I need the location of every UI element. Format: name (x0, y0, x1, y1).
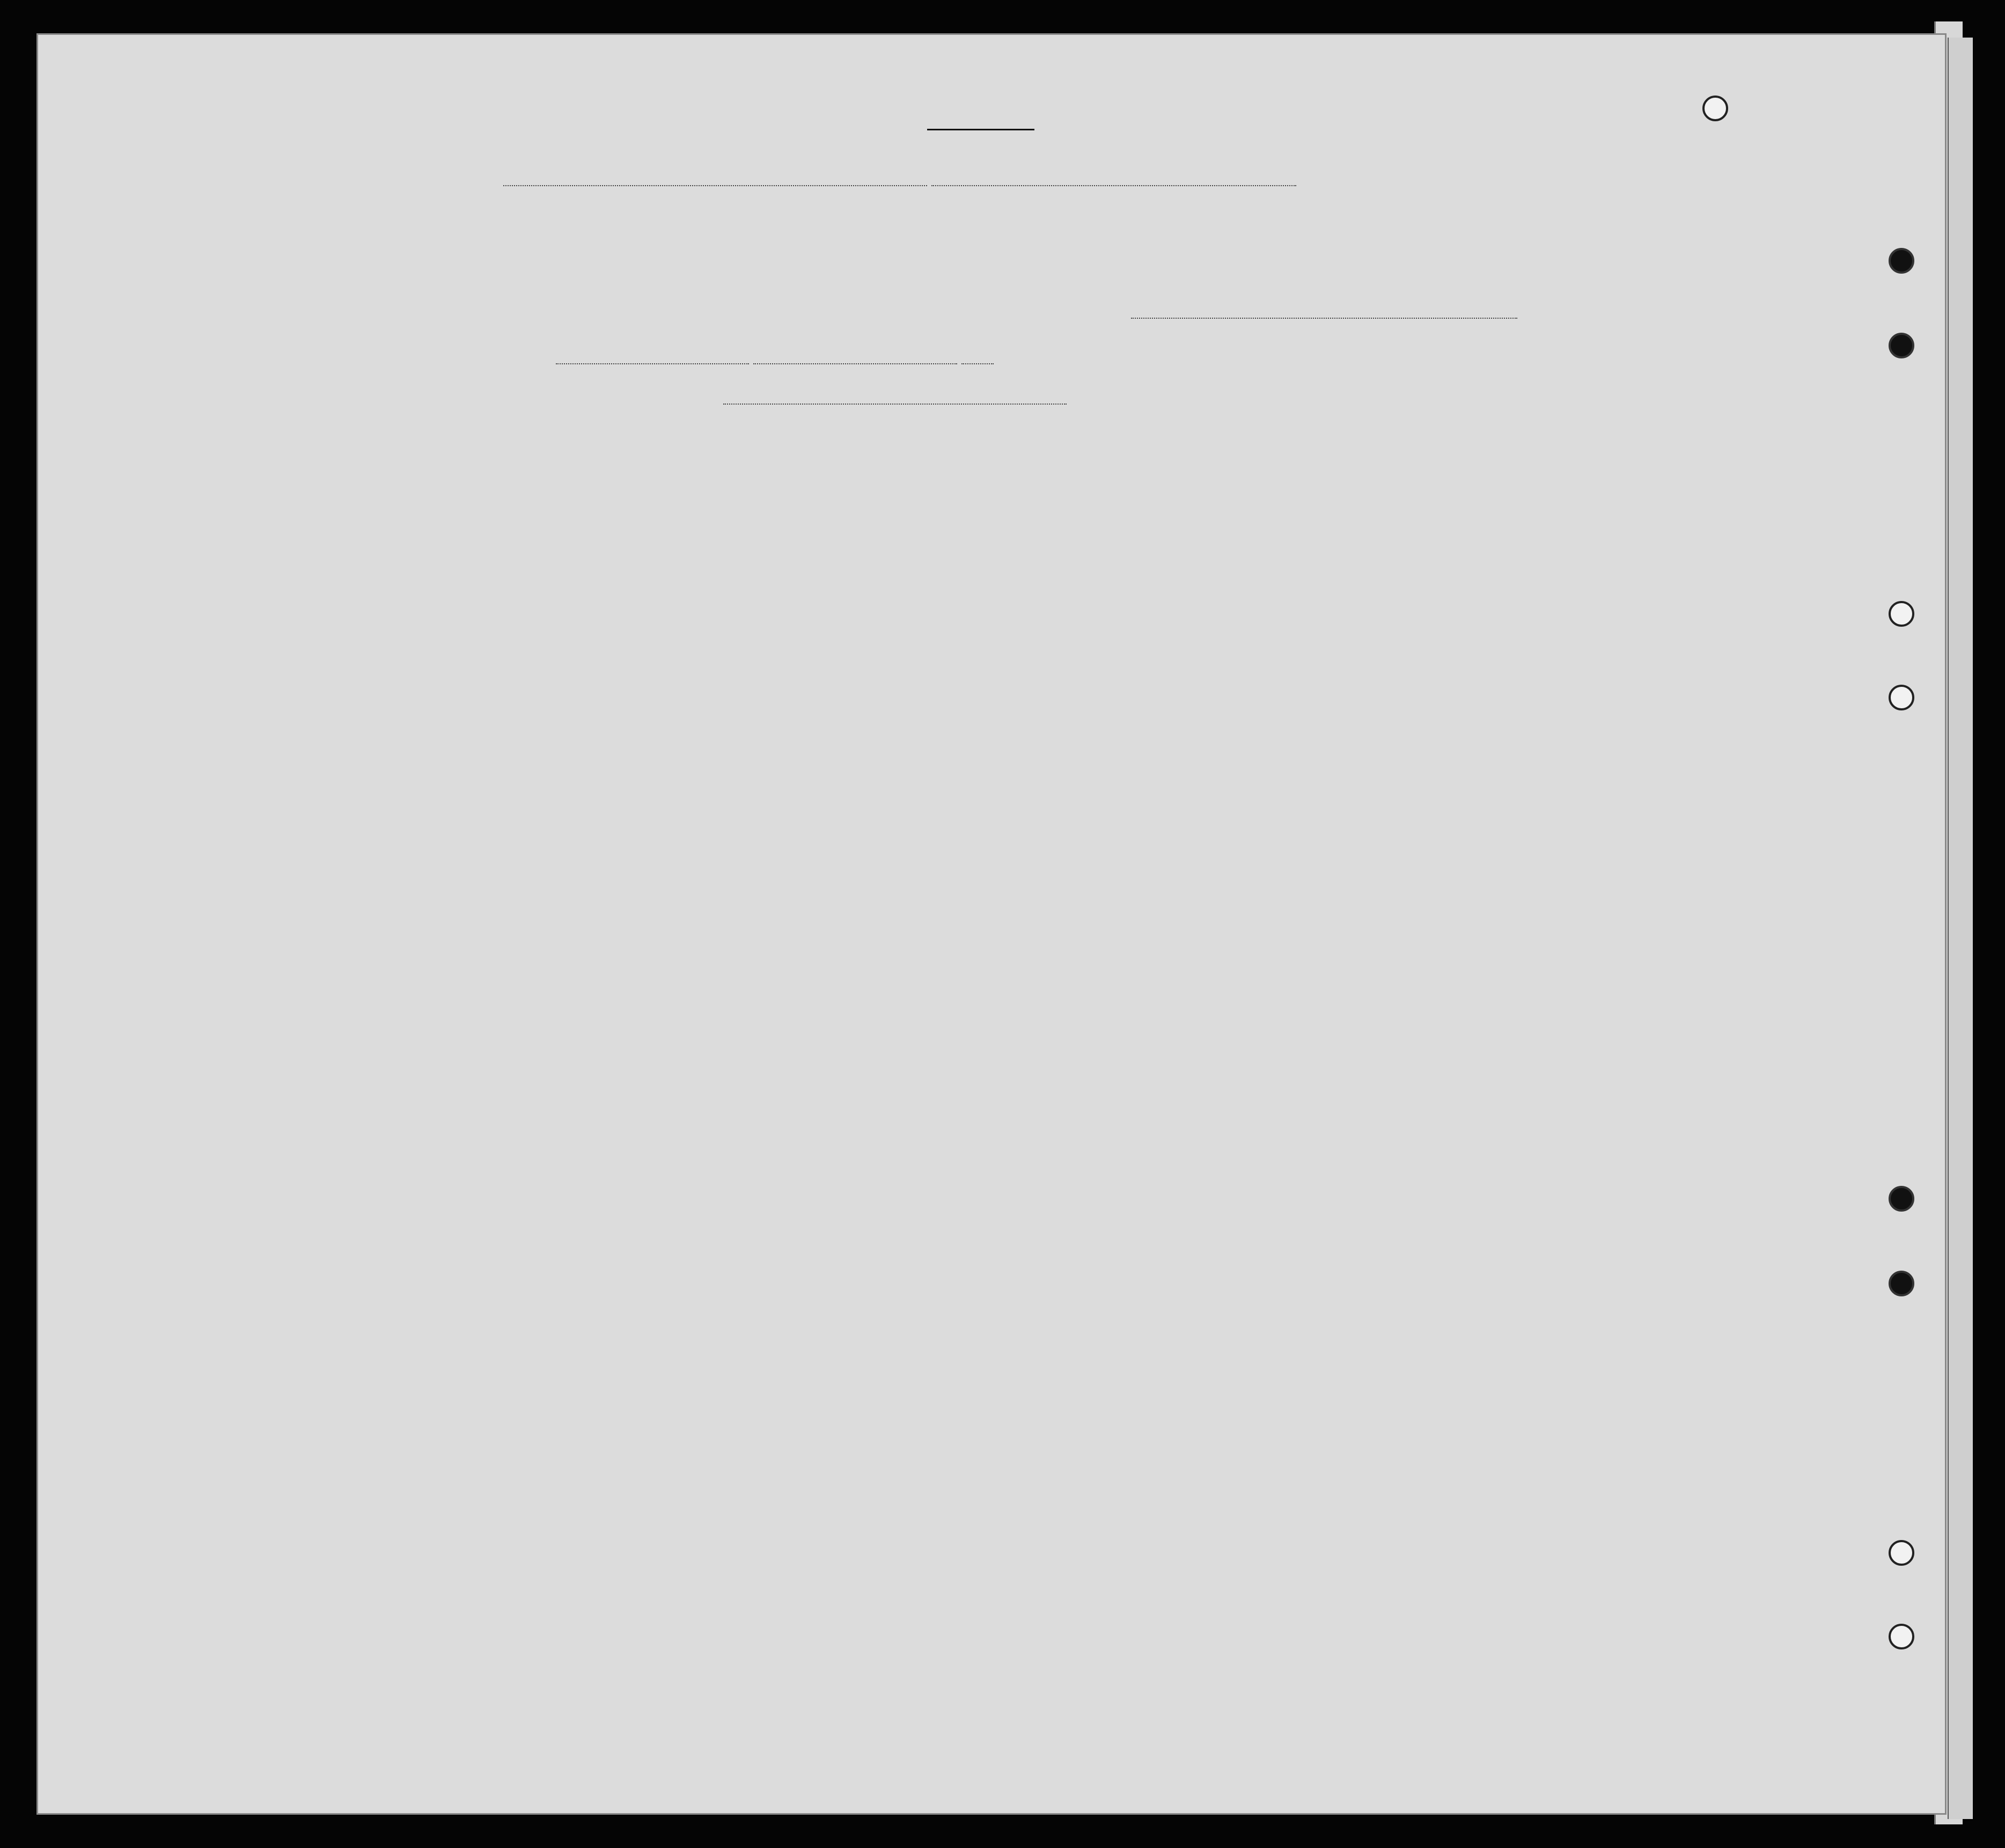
signature-line (1131, 318, 1517, 319)
day-blank (556, 349, 749, 364)
vessel-blank (931, 170, 1296, 186)
affidavit-text (503, 167, 1555, 193)
page-stack-edge-back (1948, 38, 1973, 1819)
binder-hole (1889, 1624, 1914, 1649)
binder-hole (1889, 333, 1914, 358)
binder-hole (1889, 685, 1914, 710)
document-page (36, 33, 1947, 1815)
title-rule (927, 129, 1034, 130)
binder-hole (1889, 601, 1914, 627)
binder-hole (1889, 1540, 1914, 1566)
sworn-line (556, 349, 994, 369)
binder-hole (1889, 1271, 1914, 1296)
inspector-line (723, 404, 1067, 405)
name-blank (503, 170, 927, 186)
binder-hole (1889, 248, 1914, 274)
year-blank (961, 349, 994, 364)
binder-hole (1889, 1186, 1914, 1212)
binder-hole (1702, 96, 1728, 121)
month-blank (753, 349, 957, 364)
